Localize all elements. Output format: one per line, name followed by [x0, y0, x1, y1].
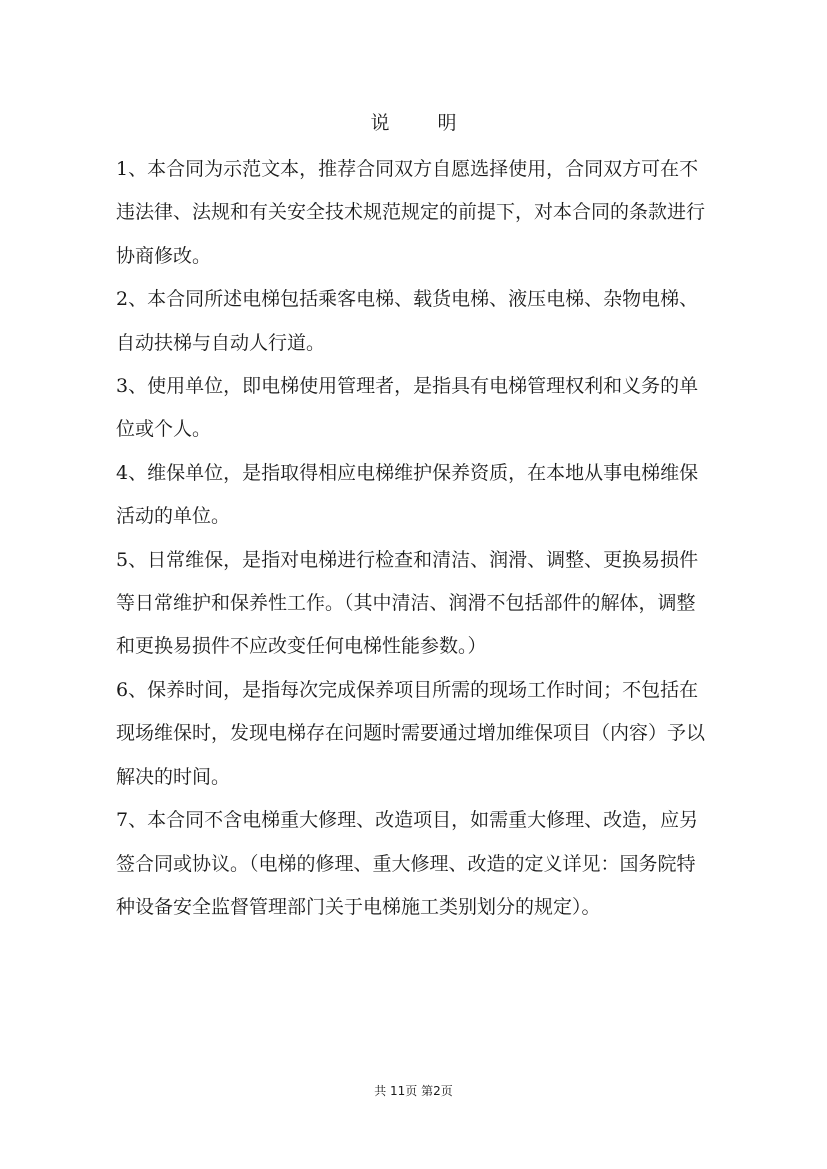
paragraph-1 — [116, 148, 726, 278]
text-line: 4、维保单位，是指取得相应电梯维护保养资质，在本地从事电梯维保 — [116, 461, 699, 484]
text-line: 种设备安全监督管理部门关于电梯施工类别划分的规定）。 — [116, 895, 601, 918]
text-line: 和更换易损件不应改变任何电梯性能参数。） — [116, 635, 487, 658]
text-line: 1、本合同为示范文本，推荐合同双方自愿选择使用，合同双方可在不 — [116, 158, 699, 180]
paragraph-4 — [116, 452, 726, 539]
paragraph-5 — [116, 539, 726, 669]
text-line: 等日常维护和保养性工作。（其中清洁、润滑不包括部件的解体，调整 — [116, 592, 696, 615]
text-line: 协商修改。 — [116, 244, 212, 267]
text-line: 自动扶梯与自动人行道。 — [116, 331, 326, 354]
title-part-2: 明 — [437, 112, 457, 134]
text-line: 位或个人。 — [116, 418, 212, 441]
paragraph-2 — [116, 278, 726, 365]
text-line: 签合同或协议。（电梯的修理、重大修理、改造的定义详见：国务院特 — [116, 852, 696, 875]
text-line: 违法律、法规和有关安全技术规范规定的前提下，对本合同的条款进行 — [116, 201, 706, 224]
page-title — [0, 108, 827, 135]
text-line: 6、保养时间，是指每次完成保养项目所需的现场工作时间；不包括在 — [116, 678, 699, 701]
text-line: 3、使用单位，即电梯使用管理者，是指具有电梯管理权利和义务的单 — [116, 375, 699, 398]
title-part-1: 说 — [370, 112, 390, 134]
paragraph-6 — [116, 669, 726, 799]
paragraph-3 — [116, 365, 726, 452]
page-footer: 共 11页 第2页 — [374, 1084, 453, 1098]
paragraph-7 — [116, 799, 726, 929]
text-line: 2、本合同所述电梯包括乘客电梯、载货电梯、液压电梯、杂物电梯、 — [116, 288, 699, 311]
text-line: 现场维保时，发现电梯存在问题时需要通过增加维保项目（内容）予以 — [116, 722, 706, 745]
text-line: 7、本合同不含电梯重大修理、改造项目，如需重大修理、改造，应另 — [116, 809, 699, 832]
text-line: 活动的单位。 — [116, 505, 231, 528]
text-line: 解决的时间。 — [116, 765, 231, 788]
text-line: 5、日常维保，是指对电梯进行检查和清洁、润滑、调整、更换易损件 — [116, 548, 699, 571]
body-text — [116, 148, 726, 929]
